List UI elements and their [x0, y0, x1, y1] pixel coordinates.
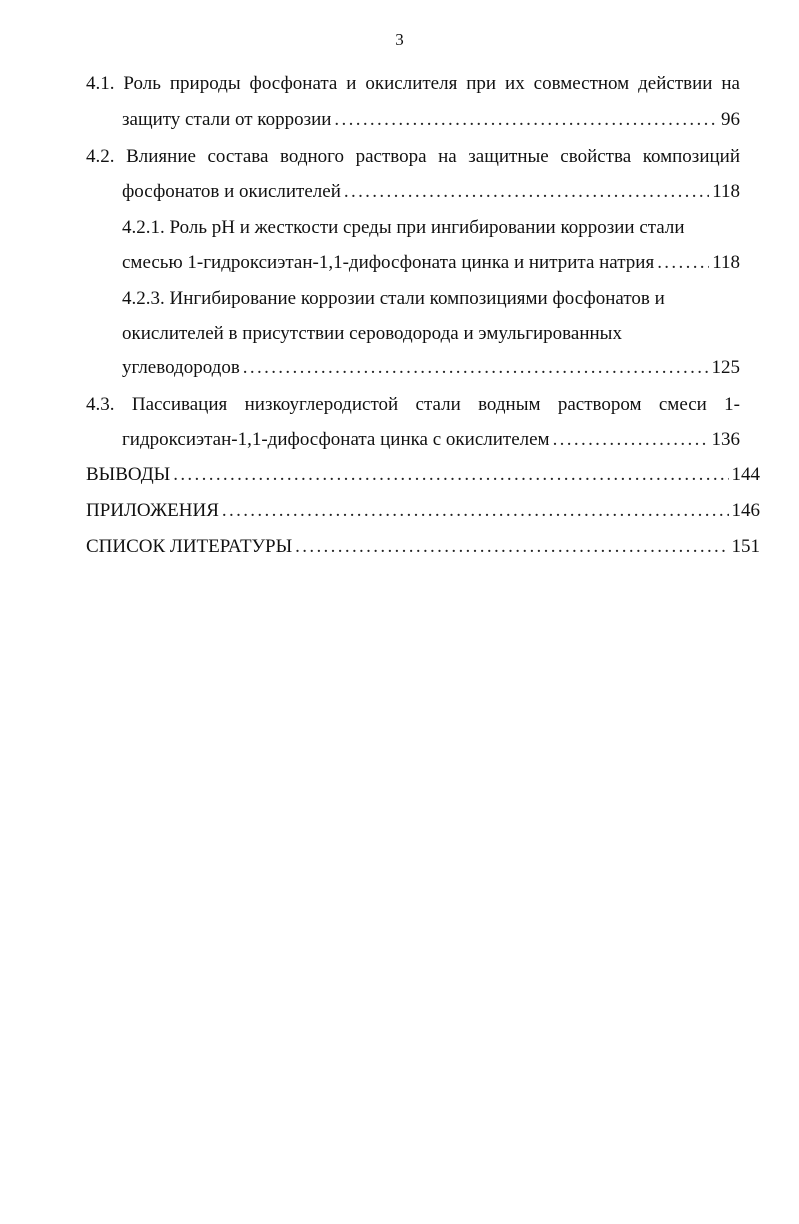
- toc-entry-4-2-3[interactable]: [122, 356, 740, 380]
- toc-entry-4-1-page: 96: [721, 109, 740, 130]
- toc-entry-4-3-page: 136: [711, 429, 740, 450]
- toc-entry-conclusions[interactable]: [86, 463, 760, 487]
- leader-dots: [295, 535, 728, 559]
- toc-entry-appendices[interactable]: [86, 499, 760, 523]
- leader-dots: [222, 499, 729, 523]
- toc-entry-4-2-page: 118: [712, 181, 740, 202]
- toc-entry-4-2-3-line2: окислителей в присутствии сероводорода и эмульгированных: [122, 323, 622, 344]
- toc-entry-4-3-line2: гидроксиэтан-1,1-дифосфоната цинка с окислителем: [122, 429, 550, 450]
- toc-entry-4-2-line1: 4.2. Влияние состава водного раствора на защитные свойства композиций: [86, 146, 740, 167]
- toc-entry-conclusions-page: 144: [731, 464, 760, 485]
- toc-entry-4-2-3-line1: 4.2.3. Ингибирование коррозии стали композициями фосфонатов и: [122, 288, 665, 309]
- leader-dots: [344, 180, 709, 204]
- toc-entry-4-2-3-page: 125: [711, 357, 740, 378]
- toc-entry-appendices-page: 146: [731, 500, 760, 521]
- toc-entry-4-2-1-line2: смесью 1-гидроксиэтан-1,1-дифосфоната цинка и нитрита натрия: [122, 252, 655, 273]
- leader-dots: [243, 356, 709, 380]
- toc-entry-4-3-line1: 4.3. Пассивация низкоуглеродистой стали водным раствором смеси 1-: [86, 394, 740, 415]
- toc-entry-4-2-line2: фосфонатов и окислителей: [122, 181, 341, 202]
- toc-entry-4-3[interactable]: [122, 428, 740, 452]
- page-number: 3: [395, 30, 404, 49]
- leader-dots: [657, 251, 709, 275]
- toc-entry-references[interactable]: [86, 535, 760, 559]
- toc-entry-appendices-label: ПРИЛОЖЕНИЯ: [86, 500, 219, 521]
- toc-entry-4-2[interactable]: [122, 180, 740, 204]
- toc-entry-4-1[interactable]: [122, 108, 740, 132]
- toc-entry-conclusions-label: ВЫВОДЫ: [86, 464, 171, 485]
- leader-dots: [173, 463, 728, 487]
- toc-entry-4-1-line1: 4.1. Роль природы фосфоната и окислителя при их совместном действии на: [86, 73, 740, 94]
- toc-entry-references-label: СПИСОК ЛИТЕРАТУРЫ: [86, 536, 293, 557]
- leader-dots: [334, 108, 718, 132]
- leader-dots: [553, 428, 709, 452]
- toc-entry-4-1-line2: защиту стали от коррозии: [122, 109, 332, 130]
- toc-entry-4-2-1-page: 118: [712, 252, 740, 273]
- toc-entry-4-2-1-line1: 4.2.1. Роль pH и жесткости среды при ингибировании коррозии стали: [122, 217, 685, 238]
- toc-entry-4-2-1[interactable]: [122, 251, 740, 275]
- toc-entry-4-2-3-line3: углеводородов: [122, 357, 240, 378]
- toc-entry-references-page: 151: [731, 536, 760, 557]
